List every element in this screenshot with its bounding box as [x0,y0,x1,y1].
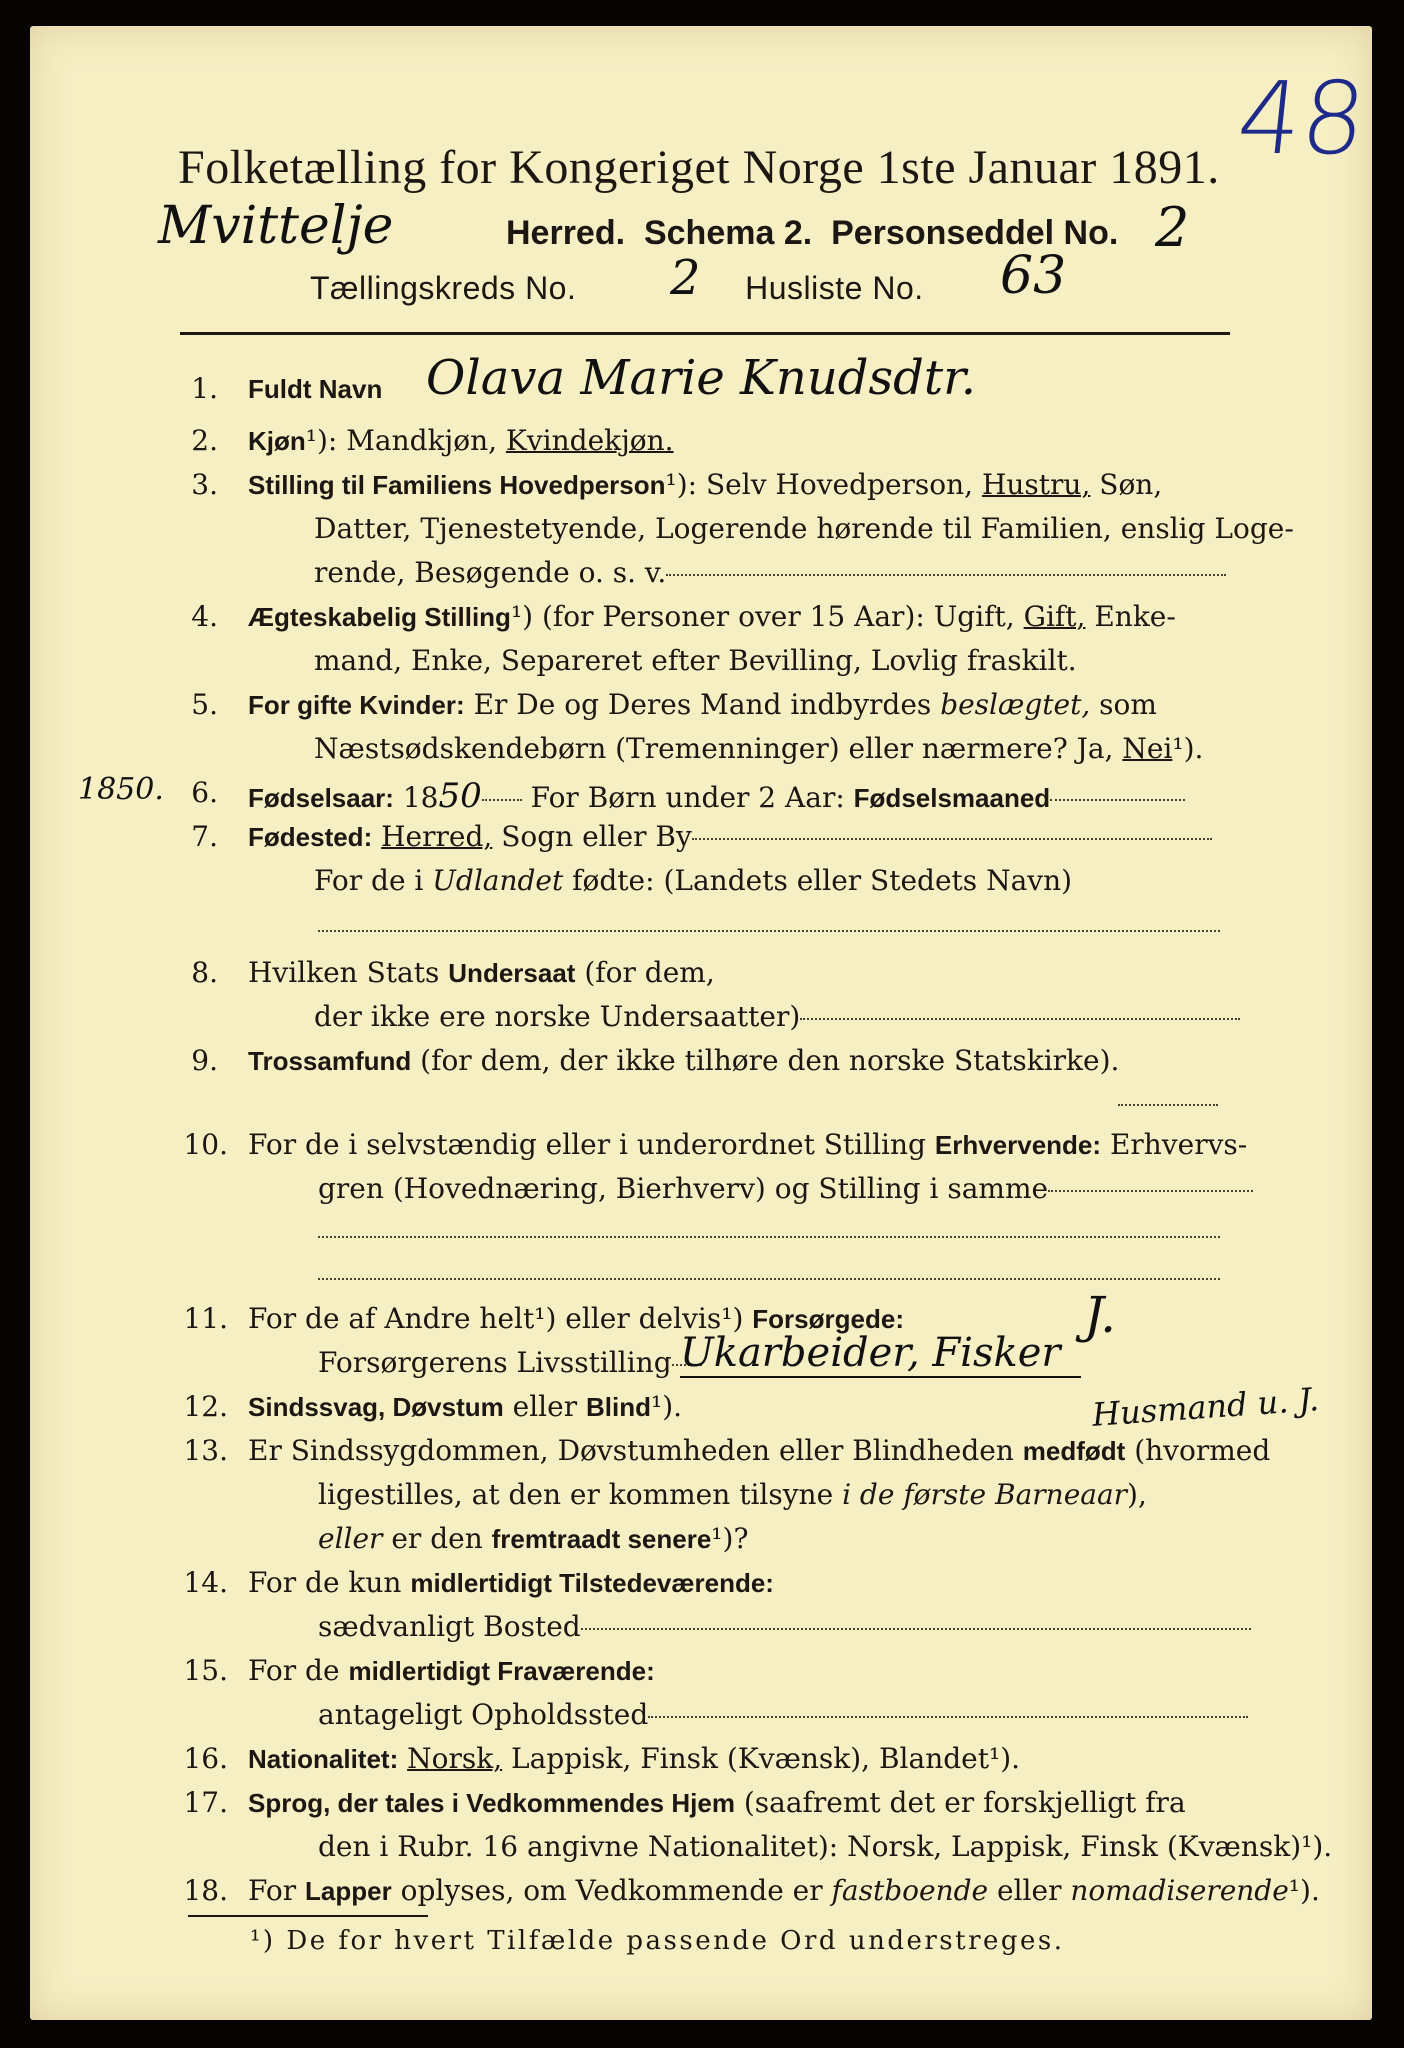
blank-line [318,1236,1220,1238]
text: Næstsødskendebørn (Tremenninger) eller nærmere? Ja, [314,732,1114,765]
blank-line [318,1278,1220,1280]
item-label: Fødested: [248,822,373,852]
item-label: For gifte Kvinder: [248,690,465,720]
text: Søn, [1099,468,1163,501]
item-label: Fødselsmaaned [853,783,1051,813]
footnote [250,1926,1065,1956]
text: (for dem, der ikke tilhøre den norske Statskirke). [420,1044,1120,1077]
item-label: fremtraadt senere [491,1524,712,1554]
text: eller [512,1390,578,1423]
item-number: 4. [191,600,218,633]
text: For de i [314,864,424,897]
item-number: 5. [191,688,218,721]
text: (hvormed [1134,1434,1271,1467]
text: nomadiserende [1070,1874,1289,1907]
item-number: 16. [183,1742,228,1775]
schema-label: Schema 2. [643,214,813,252]
kreds-line [310,270,924,307]
item-number: 3. [191,468,218,501]
text: eller [318,1522,383,1555]
herred-label: Herred. [506,214,626,252]
item-label: Nationalitet: [248,1744,399,1774]
personseddel-value: 2 [1155,196,1190,259]
item-label: Fødselsaar: [248,783,394,813]
item-label: midlertidigt Fraværende: [348,1656,655,1686]
text: (for dem, [584,956,715,989]
option-hustru: Hustru, [981,468,1091,501]
corner-number: 48 [1231,60,1372,177]
header-rule [180,332,1230,335]
option-gift: Gift, [1023,600,1086,633]
item-number: 1. [191,372,218,405]
text: i de første Barneaar [842,1478,1128,1511]
item-number: 9. [191,1044,218,1077]
text: (saafremt det er forskjelligt fra [743,1786,1186,1819]
text: som [1099,688,1157,721]
item-number: 15. [183,1654,228,1687]
item-label: Lapper [305,1876,392,1906]
item-label: Kjøn [248,426,306,456]
item-label: Ægteskabelig Stilling [248,602,511,632]
item-label: Blind [585,1392,651,1422]
text: Forsørgerens Livsstilling [318,1346,672,1379]
item-number: 18. [183,1874,228,1907]
text: gren (Hovednæring, Bierhverv) og Stilling i samme [318,1172,1049,1205]
birth-year-answer: 50 [438,776,482,816]
item-label: Sindssvag, Døvstum [248,1392,504,1422]
item-label: Erhvervende: [934,1130,1102,1160]
item-number: 11. [183,1302,228,1335]
item-number: 6. [191,776,218,809]
kreds-label: Tællingskreds No. [310,270,577,306]
option-kvindekjon: Kvindekjøn. [505,424,674,457]
blank-line [1118,1104,1218,1106]
text: mand, Enke, Separeret efter Bevilling, Lovlig fraskilt. [314,644,1077,677]
text: der ikke ere norske Undersaatter) [314,1000,801,1033]
text: Er Sindssygdommen, Døvstumheden eller Blindheden [248,1434,1014,1467]
text: Datter, Tjenestetyende, Logerende hørende til Familien, enslig Loge- [314,512,1294,545]
item-label: Forsørgede: [752,1304,904,1334]
item-label: midlertidigt Tilstedeværende: [410,1568,774,1598]
footnote-mark: ¹) [250,1926,276,1956]
margin-year-note: 1850. [78,772,164,807]
item-label: Stilling til Familiens Hovedperson [248,470,666,500]
text: Hvilken Stats [248,956,440,989]
text: Erhvervs- [1109,1128,1248,1161]
text: For de af Andre helt [248,1302,535,1335]
text: antageligt Opholdssted [318,1698,649,1731]
husliste-label: Husliste No. [745,270,924,306]
item-label: Trossamfund [248,1046,412,1076]
text: 18 [402,781,439,814]
item-number: 7. [191,820,218,853]
husliste-value: 63 [1000,246,1067,306]
text: ligestilles, at den er kommen tilsyne [318,1478,834,1511]
footnote-rule [188,1915,428,1917]
forsorget-mark: J. [1084,1286,1117,1344]
text: For de i selvstændig eller i underordnet Stilling [248,1128,926,1161]
item-number: 17. [183,1786,228,1819]
text: For [248,1874,297,1907]
text: For de [248,1654,340,1687]
item-label: Sprog, der tales i Vedkommendes Hjem [248,1788,735,1818]
text: eller delvis [565,1302,722,1335]
item-number: 8. [191,956,218,989]
text: er den [391,1522,483,1555]
option-herred: Herred, [381,820,493,853]
item-number: 12. [183,1390,228,1423]
text: fastboende [831,1874,989,1907]
blank-line [318,930,1220,932]
item-number: 2. [191,424,218,457]
option-nei: Nei [1122,732,1173,765]
herred-handwritten: Mvittelje [158,196,394,256]
item-number: 14. [183,1566,228,1599]
item-label: Undersaat [448,958,576,988]
footnote-text: De for hvert Tilfælde passende Ord understreges. [286,1926,1065,1956]
text: eller [997,1874,1062,1907]
text: fødte: (Landets eller Stedets Navn) [572,864,1073,897]
text: Udlandet [432,864,564,897]
item-label: Fuldt Navn [248,374,383,404]
item-number: 10. [183,1128,228,1161]
text: Er De og Deres Mand indbyrdes [473,688,932,721]
option-norsk: Norsk, [407,1742,503,1775]
text: (for Personer over 15 Aar): Ugift, [542,600,1015,633]
item-label: medfødt [1022,1436,1126,1466]
personseddel-label: Personseddel No. [831,214,1119,252]
text: sædvanligt Bosted [318,1610,581,1643]
option-mandkjon: Mandkjøn, [346,424,498,457]
text: For de kun [248,1566,402,1599]
forsorger-answer-2: Husmand u. J. [1090,1380,1321,1434]
text: oplyses, om Vedkommende er [400,1874,823,1907]
name-answer: Olava Marie Knudsdtr. [426,350,977,406]
text: Enke- [1094,600,1176,633]
text: rende, Besøgende o. s. v. [314,556,667,589]
text: For Børn under 2 Aar: [530,781,845,814]
text: Sogn eller By [501,820,692,853]
kreds-value: 2 [670,250,701,306]
text: den i Rubr. 16 angivne Nationalitet): Norsk, Lappisk, Finsk (Kvænsk) [318,1830,1302,1863]
text: Selv Hovedperson, [706,468,974,501]
form-title: Folketælling for Kongeriget Norge 1ste Januar 1891. [178,141,1220,194]
text: Lappisk, Finsk (Kvænsk), Blandet [511,1742,989,1775]
text: beslægtet, [940,688,1091,721]
item-number: 13. [183,1434,228,1467]
forsorger-answer: Ukarbeider, Fisker [680,1330,1081,1378]
